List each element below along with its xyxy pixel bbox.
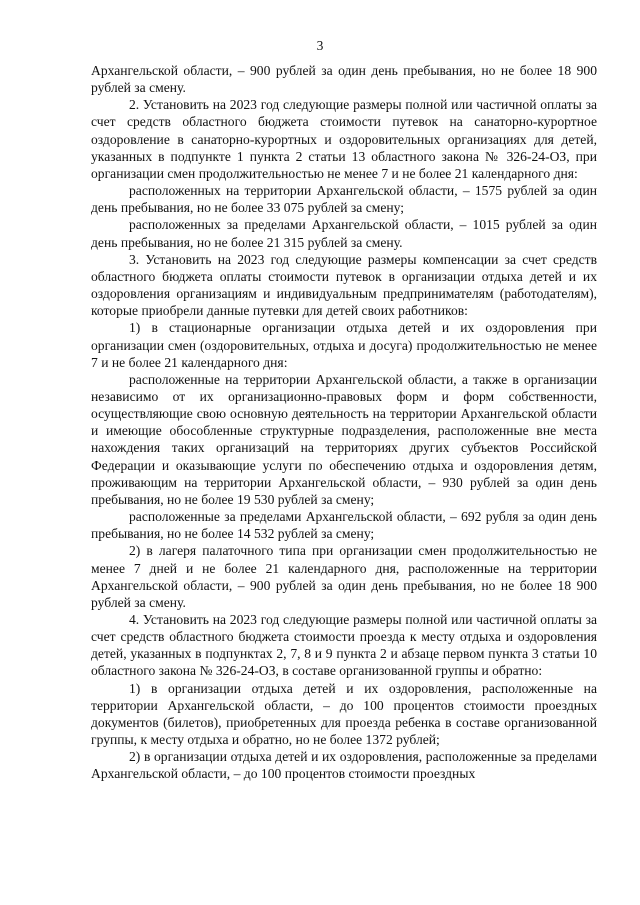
paragraph: 1) в организации отдыха детей и их оздоровления, расположенные на территории Архангельской области, – до 100 процентов стоимости проездных документов (билетов), приобретенных для проезда ребенка в составе организованной группы, к месту отдыха и обратно, но не более 1372 рублей; <box>91 680 597 748</box>
page-number: 3 <box>316 38 324 53</box>
paragraph: 3. Установить на 2023 год следующие размеры компенсации за счет средств областного бюджета оплаты стоимости путевок в организации отдыха детей и их оздоровления организациям и индивидуальным предпринимателям (работодателям), которые приобрели данные путевки для детей своих работников: <box>91 251 597 319</box>
paragraph: расположенных на территории Архангельской области, – 1575 рублей за один день пребывания, но не более 33 075 рублей за смену; <box>91 183 597 216</box>
paragraph: 1) в стационарные организации отдыха детей и их оздоровления при организации смен (оздоровительных, отдыха и досуга) продолжительностью не менее 7 и не более 21 календарного дня: <box>91 320 597 370</box>
paragraph: расположенные за пределами Архангельской области, – 692 рубля за один день пребывания, но не более 14 532 рублей за смену; <box>91 509 597 542</box>
paragraph: расположенных за пределами Архангельской области, – 1015 рублей за один день пребывания, но не более 21 315 рублей за смену. <box>91 217 597 250</box>
paragraph: расположенные на территории Архангельской области, а также в организации независимо от их организационно-правовых форм и форм собственности, осуществляющие свою основную деятельность на территории Архангельской области и имеющие обособленные структурные подразделения, расположенные вне места нахождения таких организаций на территориях других субъектов Российской Федерации и оказывающие услуги по обеспечению отдыха и оздоровления детям, проживающим на территории Архангельской области, – 930 рублей за один день пребывания, но не более 19 530 рублей за смену; <box>91 371 597 507</box>
document-body <box>91 62 597 783</box>
paragraph: Архангельской области, – 900 рублей за один день пребывания, но не более 18 900 рублей за смену. <box>91 63 597 96</box>
paragraph: 2) в лагеря палаточного типа при организации смен продолжительностью не менее 7 дней и не более 21 календарного дня, расположенные на территории Архангельской области, – 900 рублей за один день пребывания, но не более 18 900 рублей за смену. <box>91 543 597 610</box>
paragraph: 2) в организации отдыха детей и их оздоровления, расположенные за пределами Архангельской области, – до 100 процентов стоимости проездных <box>91 749 597 782</box>
paragraph: 4. Установить на 2023 год следующие размеры полной или частичной оплаты за счет средств областного бюджета стоимости проезда к месту отдыха и оздоровления детей, указанных в подпунктах 2, 7, 8 и 9 пункта 2 и абзаце первом пункта 3 статьи 10 областного закона № 326-24-ОЗ, в составе организованной группы и обратно: <box>91 612 597 679</box>
paragraph: 2. Установить на 2023 год следующие размеры полной или частичной оплаты за счет средств областного бюджета стоимости путевок на санаторно-курортное оздоровление в санаторно-курортных и оздоровительных организациях для детей, указанных в подпункте 1 пункта 2 статьи 13 областного закона № 326-24-ОЗ, при организации смен продолжительностью не менее 7 и не более 21 календарного дня: <box>91 97 597 181</box>
